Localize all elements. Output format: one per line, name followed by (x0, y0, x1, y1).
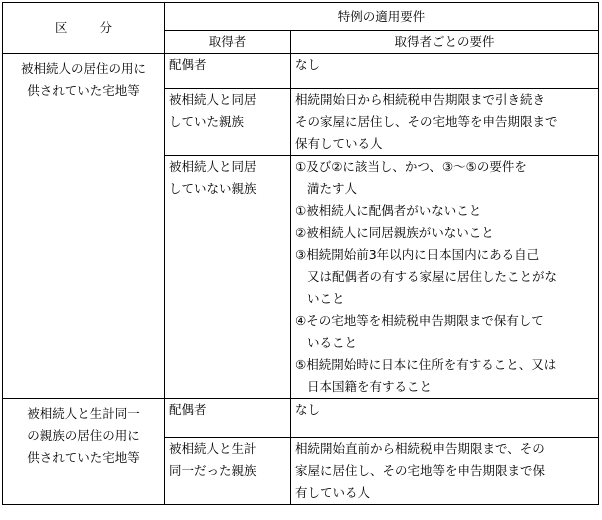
requirement-item-continuation: いこと (307, 291, 345, 306)
requirement-line: 相続開始直前から相続税申告期限まで、その (295, 441, 545, 456)
acquirer-cell (165, 156, 291, 399)
category-cell (3, 54, 165, 399)
requirement-cell (291, 89, 599, 156)
requirement-item-continuation: 日本国籍を有すること (307, 379, 433, 394)
acquirer-line: 被相続人と同居 (169, 92, 257, 107)
requirement-item: ①被相続人に配偶者がいないこと (295, 203, 482, 218)
requirement-line: 家屋に居住し、その宅地等を申告期限まで保 (295, 463, 546, 478)
acquirer-line: していた親族 (169, 114, 245, 129)
header-requirement: 取得者ごとの要件 (291, 31, 599, 54)
requirement-item: ①及び②に該当し、かつ、③～⑤の要件を (295, 159, 527, 174)
acquirer-line: していない親族 (169, 181, 257, 196)
acquirer-line: 被相続人と同居 (169, 159, 257, 174)
category-line: 供されていた宅地等 (27, 83, 140, 98)
header-acquirer: 取得者 (165, 31, 291, 54)
header-category (3, 3, 165, 54)
requirement-line: なし (295, 57, 321, 72)
acquirer-line: 被相続人と生計 (169, 441, 257, 456)
category-line: 供されていた宅地等 (27, 450, 140, 465)
requirement-line: 相続開始日から相続税申告期限まで引き続き (295, 92, 546, 107)
special-provision-table (2, 2, 599, 505)
requirement-cell (291, 156, 599, 399)
requirement-cell (291, 438, 599, 505)
acquirer-line: 配偶者 (169, 57, 207, 72)
category-line: 被相続人と生計同一 (27, 406, 140, 421)
category-line: の親族の居住の用に (27, 428, 140, 443)
category-cell (3, 399, 165, 505)
requirement-cell (291, 54, 599, 89)
table-row (3, 54, 599, 89)
header-category-char-2: 分 (99, 20, 113, 35)
acquirer-cell (165, 399, 291, 438)
requirement-item-continuation: 又は配偶者の有する家屋に居住したことがな (307, 269, 558, 284)
requirement-item-continuation: いること (307, 335, 358, 350)
requirement-line: その家屋に居住し、その宅地等を申告期限まで (295, 114, 558, 129)
acquirer-line: 同一だった親族 (169, 463, 257, 478)
table-row (3, 399, 599, 438)
category-line: 被相続人の居住の用に (20, 61, 146, 76)
requirement-cell (291, 399, 599, 438)
header-category-char-1: 区 (54, 20, 68, 35)
acquirer-cell (165, 438, 291, 505)
requirement-item: ②被相続人に同居親族がいないこと (295, 225, 494, 240)
requirement-item: ④その宅地等を相続税申告期限まで保有して (295, 313, 544, 328)
header-special-requirements: 特例の適用要件 (165, 3, 599, 31)
requirement-line: 保有している人 (295, 136, 383, 151)
requirement-item: ⑤相続開始時に日本に住所を有すること、又は (295, 357, 557, 372)
requirement-line: なし (295, 402, 321, 417)
requirement-line: 有している人 (295, 485, 371, 500)
acquirer-line: 配偶者 (169, 402, 207, 417)
acquirer-cell (165, 54, 291, 89)
acquirer-cell (165, 89, 291, 156)
requirement-item: ③相続開始前3年以内に日本国内にある自己 (295, 247, 540, 262)
requirement-item-continuation: 満たす人 (307, 181, 358, 196)
